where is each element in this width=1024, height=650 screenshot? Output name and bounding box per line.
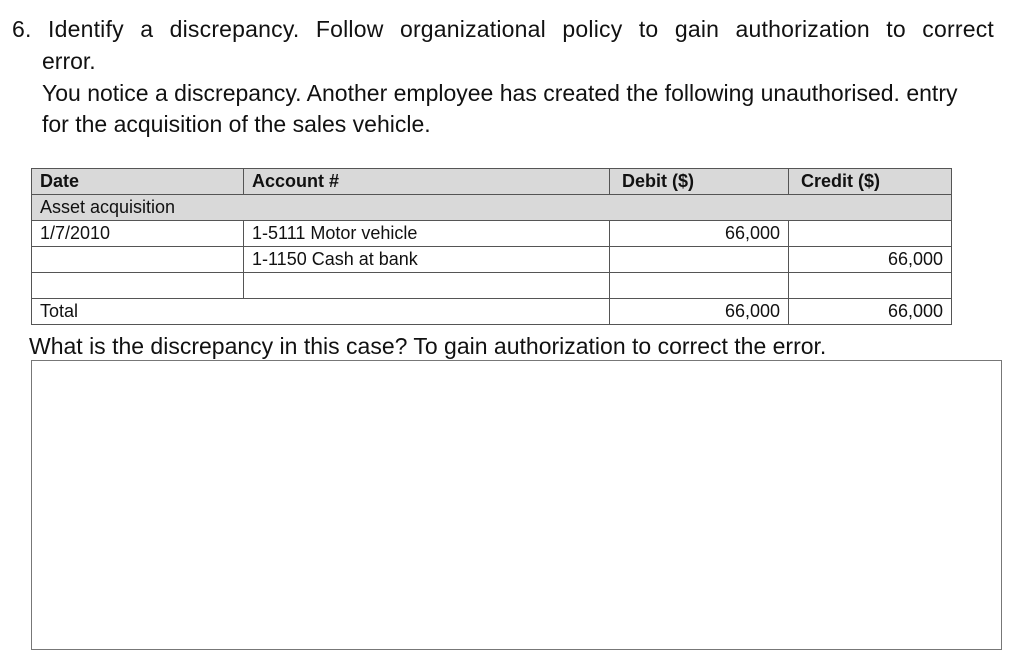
row-account: 1-5111 Motor vehicle [244,221,610,247]
row-credit [789,273,952,299]
table-row [32,273,952,299]
row-date [32,273,244,299]
table-header-row [32,169,952,195]
answer-prompt: What is the discrepancy in this case? To gain authorization to correct the error. [29,333,827,359]
row-debit [610,247,789,273]
row-date [32,247,244,273]
row-account: 1-1150 Cash at bank [244,247,610,273]
header-debit: Debit ($) [610,169,789,195]
total-credit: 66,000 [789,299,952,325]
section-row [32,195,952,221]
total-row [32,299,952,325]
header-date: Date [32,169,244,195]
total-label: Total [32,299,610,325]
header-credit: Credit ($) [789,169,952,195]
total-debit: 66,000 [610,299,789,325]
journal-entry-table [31,168,952,325]
table-row [32,221,952,247]
row-credit: 66,000 [789,247,952,273]
header-account: Account # [244,169,610,195]
row-credit [789,221,952,247]
scenario-text: You notice a discrepancy. Another employee has created the following unauthorised. entry for the acquisition of the sales vehicle. [42,80,958,137]
question-line-1: 6. Identify a discrepancy. Follow organizational policy to gain authorization to correct [12,16,994,42]
row-debit [610,273,789,299]
table-row [32,247,952,273]
row-account [244,273,610,299]
question-line-2: error. [42,48,96,74]
row-debit: 66,000 [610,221,789,247]
answer-box[interactable] [31,360,1002,650]
row-date: 1/7/2010 [32,221,244,247]
section-label: Asset acquisition [32,195,952,221]
